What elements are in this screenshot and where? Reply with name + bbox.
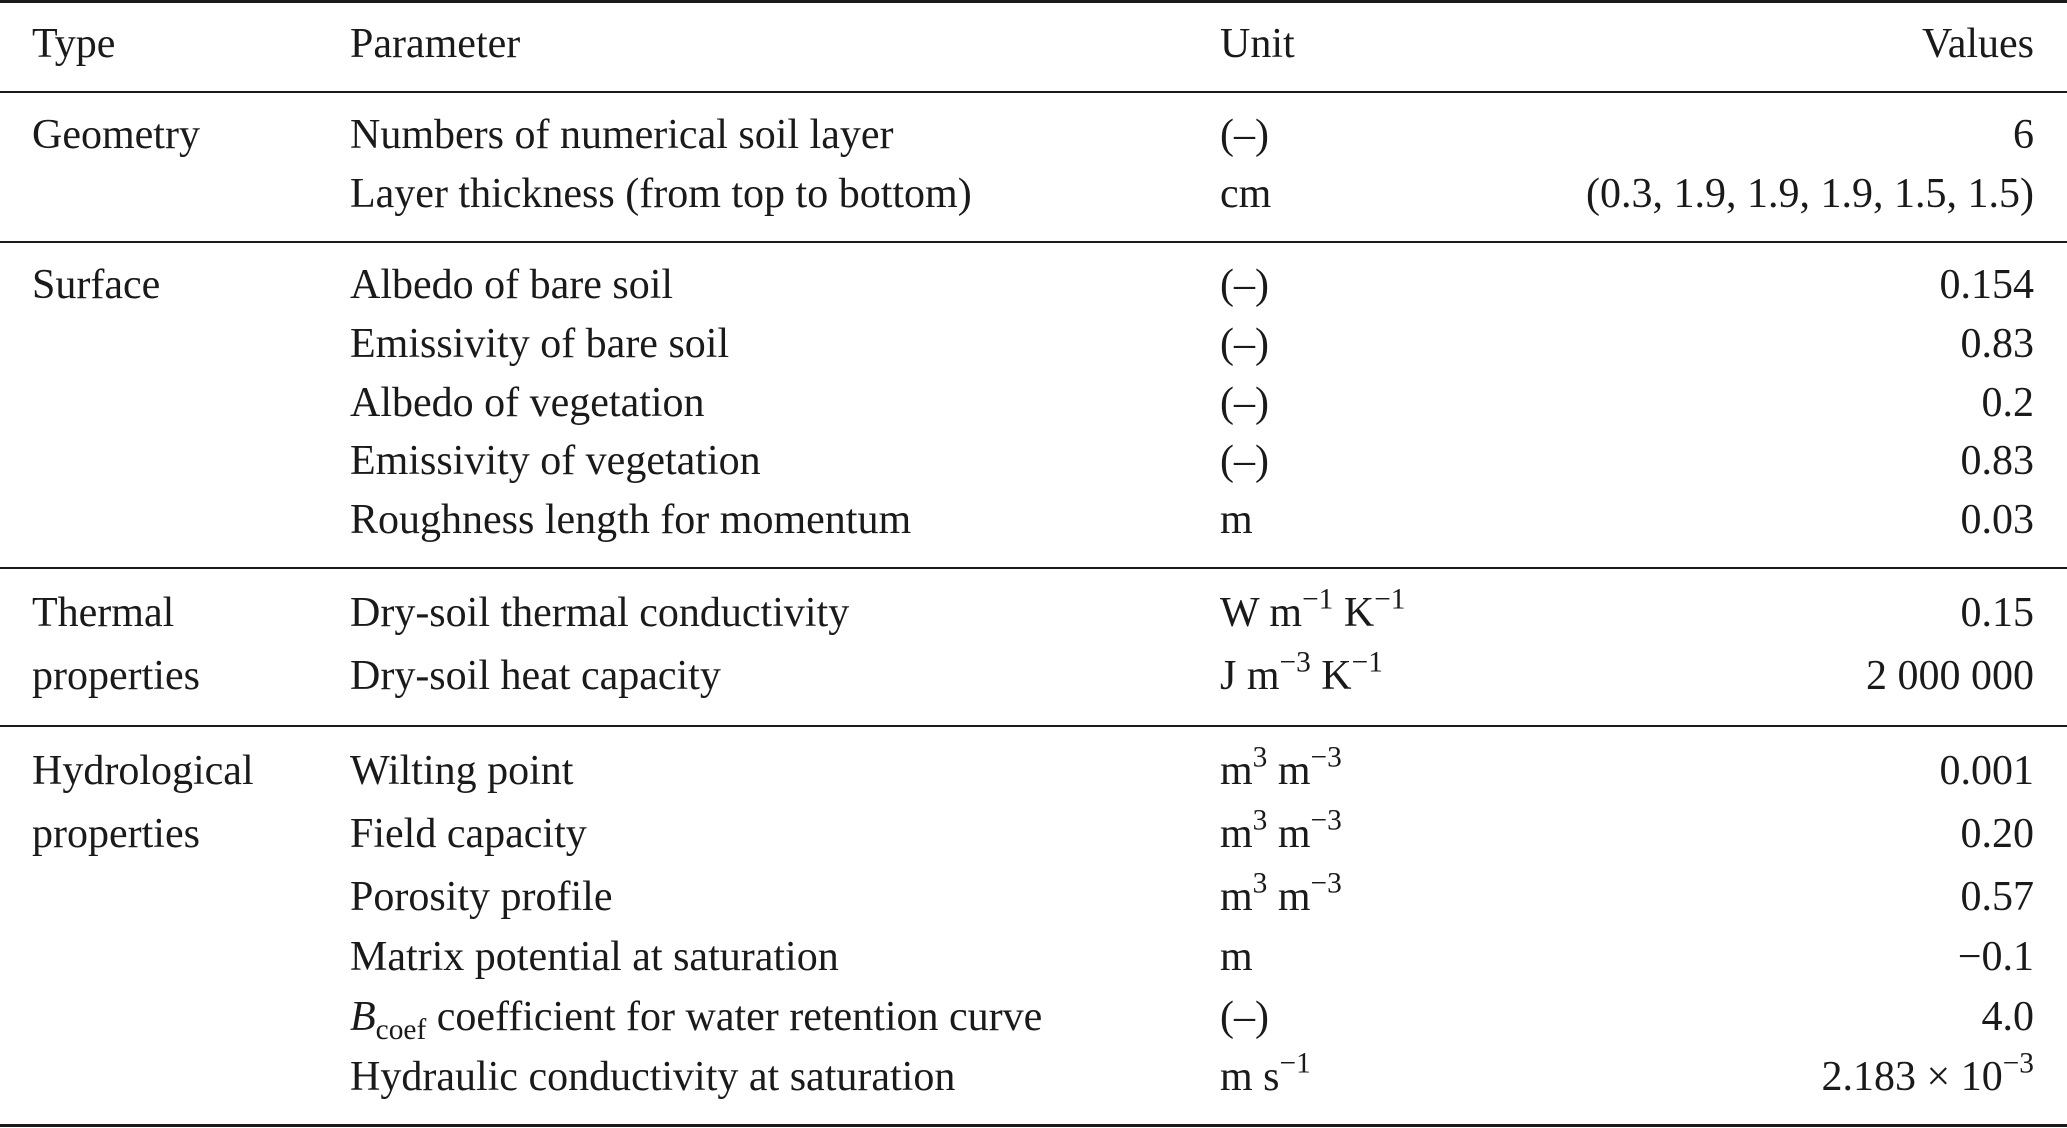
row-value: 0.154 — [1939, 262, 2034, 308]
row-parameter: Dry-soil heat capacity — [350, 653, 721, 699]
row-parameter: Field capacity — [350, 811, 587, 857]
row-unit: m — [1220, 497, 1253, 543]
row-unit: (–) — [1220, 438, 1269, 484]
row-unit: $m^3$ $m^{-3}$ — [1220, 867, 1342, 920]
row-parameter: Dry-soil thermal conductivity — [350, 590, 850, 636]
row-unit: W $m^{-1}$ $K^{-1}$ — [1220, 583, 1406, 636]
row-parameter: Hydraulic conductivity at saturation — [350, 1054, 956, 1100]
row-parameter: Albedo of bare soil — [350, 262, 674, 308]
row-unit: (–) — [1220, 262, 1269, 308]
header-rule — [0, 91, 2067, 93]
row-value: 0.20 — [1960, 811, 2034, 857]
header-unit: Unit — [1220, 21, 1295, 67]
row-parameter: Emissivity of bare soil — [350, 321, 730, 367]
row-parameter: Porosity profile — [350, 874, 613, 920]
header-values: Values — [1922, 21, 2034, 67]
row-value: 0.83 — [1960, 438, 2034, 484]
row-value: 0.57 — [1960, 874, 2034, 920]
row-unit: $m^3$ $m^{-3}$ — [1220, 804, 1342, 857]
row-value: $2.183 \times 10^{-3}$ — [1821, 1047, 2034, 1100]
bottom-rule — [0, 1124, 2067, 1127]
row-parameter: Layer thickness (from top to bottom) — [350, 171, 972, 217]
row-unit: m $s^{-1}$ — [1220, 1047, 1311, 1100]
row-unit: (–) — [1220, 112, 1269, 158]
row-unit: $m^3$ $m^{-3}$ — [1220, 741, 1342, 794]
row-parameter: Emissivity of vegetation — [350, 438, 761, 484]
group-divider — [0, 725, 2067, 727]
header-type: Type — [32, 21, 116, 67]
row-value: 6 — [2013, 112, 2034, 158]
row-unit: (–) — [1220, 994, 1269, 1040]
row-unit: (–) — [1220, 321, 1269, 367]
group-type-label-line2: properties — [32, 811, 200, 857]
row-value: 0.15 — [1960, 590, 2034, 636]
row-parameter: Wilting point — [350, 748, 574, 794]
group-type-label-line2: properties — [32, 653, 200, 699]
row-unit: m — [1220, 934, 1253, 980]
row-value: 4.0 — [1981, 994, 2034, 1040]
group-divider — [0, 241, 2067, 243]
row-value: 0.03 — [1960, 497, 2034, 543]
row-value: 2 000 000 — [1866, 653, 2034, 699]
group-type-label: Geometry — [32, 112, 200, 158]
group-type-label: Thermal — [32, 590, 175, 636]
row-value: 0.2 — [1981, 380, 2034, 426]
row-parameter: Roughness length for momentum — [350, 497, 912, 543]
group-divider — [0, 567, 2067, 569]
row-parameter: Numbers of numerical soil layer — [350, 112, 894, 158]
top-rule — [0, 0, 2067, 3]
row-parameter: Albedo of vegetation — [350, 380, 705, 426]
row-value: (0.3, 1.9, 1.9, 1.9, 1.5, 1.5) — [1586, 171, 2034, 217]
header-parameter: Parameter — [350, 21, 521, 67]
group-type-label: Surface — [32, 262, 161, 308]
group-type-label: Hydrological — [32, 748, 254, 794]
row-value: 0.83 — [1960, 321, 2034, 367]
row-unit: (–) — [1220, 380, 1269, 426]
row-parameter: Matrix potential at saturation — [350, 934, 839, 980]
row-unit: J $m^{-3}$ $K^{-1}$ — [1220, 646, 1383, 699]
row-value: −0.1 — [1957, 934, 2034, 980]
row-value: 0.001 — [1939, 748, 2034, 794]
row-unit: cm — [1220, 171, 1272, 217]
row-parameter: $B_{coef}$ coefficient for water retention curve — [350, 994, 1043, 1046]
